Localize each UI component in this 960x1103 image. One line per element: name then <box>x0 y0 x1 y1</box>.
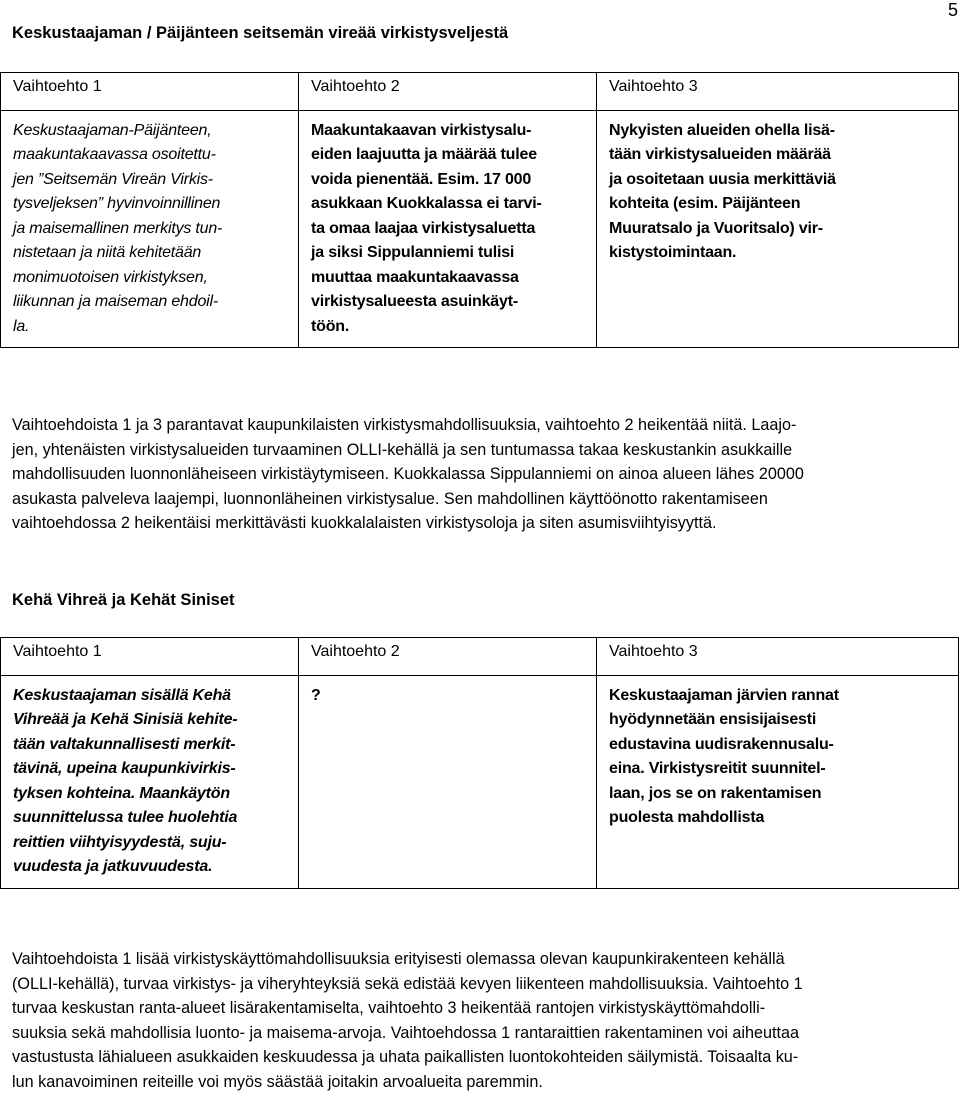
paragraph-line: turvaa keskustan ranta-alueet lisärakentamiselta, vaihtoehto 3 heikentää rantojen virkistyskäyttömahdolli- <box>12 999 766 1017</box>
text-line: tävinä, upeina kaupunkivirkis- <box>13 760 236 777</box>
text-line: la. <box>13 317 30 335</box>
text-line: kohteita (esim. Päijänteen <box>609 195 801 212</box>
table-1-header-option-1: Vaihtoehto 1 <box>1 73 299 111</box>
paragraph-line: Vaihtoehdoista 1 lisää virkistyskäyttömahdollisuuksia erityisesti olemassa olevan kaupunkirakenteen kehällä <box>12 950 785 968</box>
text-line: maakuntakaavassa osoitettu- <box>13 146 216 163</box>
paragraph-line: lun kanavoiminen reiteille voi myös säästää joitakin arvoalueita paremmin. <box>12 1072 543 1091</box>
text-line: reittien viihtyisyydestä, suju- <box>13 833 227 851</box>
table-2-option-1-text <box>1 675 299 888</box>
section-2-paragraph <box>12 947 950 1094</box>
text-line: liikunnan ja maiseman ehdoil- <box>13 293 218 310</box>
text-line: asukkaan Kuokkalassa ei tarvi- <box>311 195 542 212</box>
table-1-header-option-2: Vaihtoehto 2 <box>299 73 597 111</box>
text-line: Nykyisten alueiden ohella lisä- <box>609 121 835 139</box>
paragraph-line: vaihtoehdossa 2 heikentäisi merkittävästi kuokkalalaisten virkistysoloja ja siten asumisviihtyisyyttä. <box>12 514 717 532</box>
text-line: Vihreää ja Kehä Sinisiä kehite- <box>13 711 238 728</box>
table-2-header-option-2: Vaihtoehto 2 <box>299 638 597 676</box>
text-line: monimuotoisen virkistyksen, <box>13 268 208 286</box>
text-line: vuudesta ja jatkuvuudesta. <box>13 858 213 875</box>
text-line: ja siksi Sippulanniemi tulisi <box>311 244 515 261</box>
paragraph-line: mahdollisuuden luonnonläheiseen virkistäytymiseen. Kuokkalassa Sippulanniemi on ainoa alueen lähes 20000 <box>12 465 804 483</box>
section-1-paragraph <box>12 413 950 536</box>
text-line: voida pienentää. Esim. 17 000 <box>311 170 532 188</box>
text-line: tään virkistysalueiden määrää <box>609 146 831 163</box>
text-line: ? <box>311 686 321 704</box>
table-2-header-option-3: Vaihtoehto 3 <box>597 638 959 676</box>
text-line: Maakuntakaavan virkistysalu- <box>311 121 532 139</box>
table-2-option-2-text <box>299 675 597 888</box>
text-line: suunnittelussa tulee huolehtia <box>13 809 238 826</box>
paragraph-line: (OLLI-kehällä), turvaa virkistys- ja viheryhteyksiä sekä edistää kevyen liikenteen mahdollisuuksia. Vaihtoehto 1 <box>12 974 803 993</box>
options-table-1 <box>0 72 959 348</box>
text-line: kistystoimintaan. <box>609 244 737 261</box>
options-table-2 <box>0 637 959 889</box>
table-1-option-2-text <box>299 110 597 348</box>
text-line: Keskustaajaman järvien rannat <box>609 686 839 704</box>
paragraph-line: Vaihtoehdoista 1 ja 3 parantavat kaupunkilaisten virkistysmahdollisuuksia, vaihtoehto 2 heikentää niitä. Laajo- <box>12 416 797 434</box>
text-line: tään valtakunnallisesti merkit- <box>13 735 236 753</box>
text-line: töön. <box>311 317 350 335</box>
text-line: laan, jos se on rakentamisen <box>609 784 822 802</box>
text-line: virkistysalueesta asuinkäyt- <box>311 293 518 310</box>
text-line: Keskustaajaman sisällä Kehä <box>13 686 231 704</box>
text-line: ja maisemallinen merkitys tun- <box>13 219 223 237</box>
paragraph-line: jen, yhtenäisten virkistysalueiden turvaaminen OLLI-kehällä ja sen tuntumassa takaa keskustankin asukkaille <box>12 440 793 459</box>
text-line: ta omaa laajaa virkistysaluetta <box>311 219 536 237</box>
section-1-title: Keskustaajaman / Päijänteen seitsemän vireää virkistysveljestä <box>12 24 509 42</box>
text-line: edustavina uudisrakennusalu- <box>609 735 834 753</box>
text-line: nistetaan ja niitä kehitetään <box>13 244 202 261</box>
text-line: muuttaa maakuntakaavassa <box>311 268 519 286</box>
page-number: 5 <box>947 0 958 20</box>
text-line: Keskustaajaman-Päijänteen, <box>13 121 212 139</box>
paragraph-line: suuksia sekä mahdollisia luonto- ja maisema-arvoja. Vaihtoehdossa 1 rantaraittien rakentaminen voi aiheuttaa <box>12 1023 800 1042</box>
text-line: ja osoitetaan uusia merkittäviä <box>609 170 836 188</box>
table-1-header-option-3: Vaihtoehto 3 <box>597 73 959 111</box>
text-line: Muuratsalo ja Vuoritsalo) vir- <box>609 219 823 237</box>
paragraph-line: vastustusta lähialueen asukkaiden keskuudessa ja uhata paikallisten luontokohteiden säilymistä. Toisaalta ku- <box>12 1048 799 1066</box>
section-2-title: Kehä Vihreä ja Kehät Siniset <box>12 591 235 609</box>
table-1-option-3-text <box>597 110 959 348</box>
text-line: eina. Virkistysreitit suunnitel- <box>609 760 826 777</box>
text-line: jen ”Seitsemän Vireän Virkis- <box>13 170 213 188</box>
text-line: tysveljeksen” hyvinvoinnillinen <box>13 195 221 212</box>
text-line: tyksen kohteina. Maankäytön <box>13 784 230 802</box>
table-2-option-3-text <box>597 675 959 888</box>
table-2-header-option-1: Vaihtoehto 1 <box>1 638 299 676</box>
table-1-option-1-text <box>1 110 299 348</box>
paragraph-line: asukasta palveleva laajempi, luonnonläheinen virkistysalue. Sen mahdollinen käyttöönotto rakentamiseen <box>12 489 768 508</box>
text-line: hyödynnetään ensisijaisesti <box>609 711 817 728</box>
text-line: eiden laajuutta ja määrää tulee <box>311 146 537 163</box>
text-line: puolesta mahdollista <box>609 809 765 826</box>
